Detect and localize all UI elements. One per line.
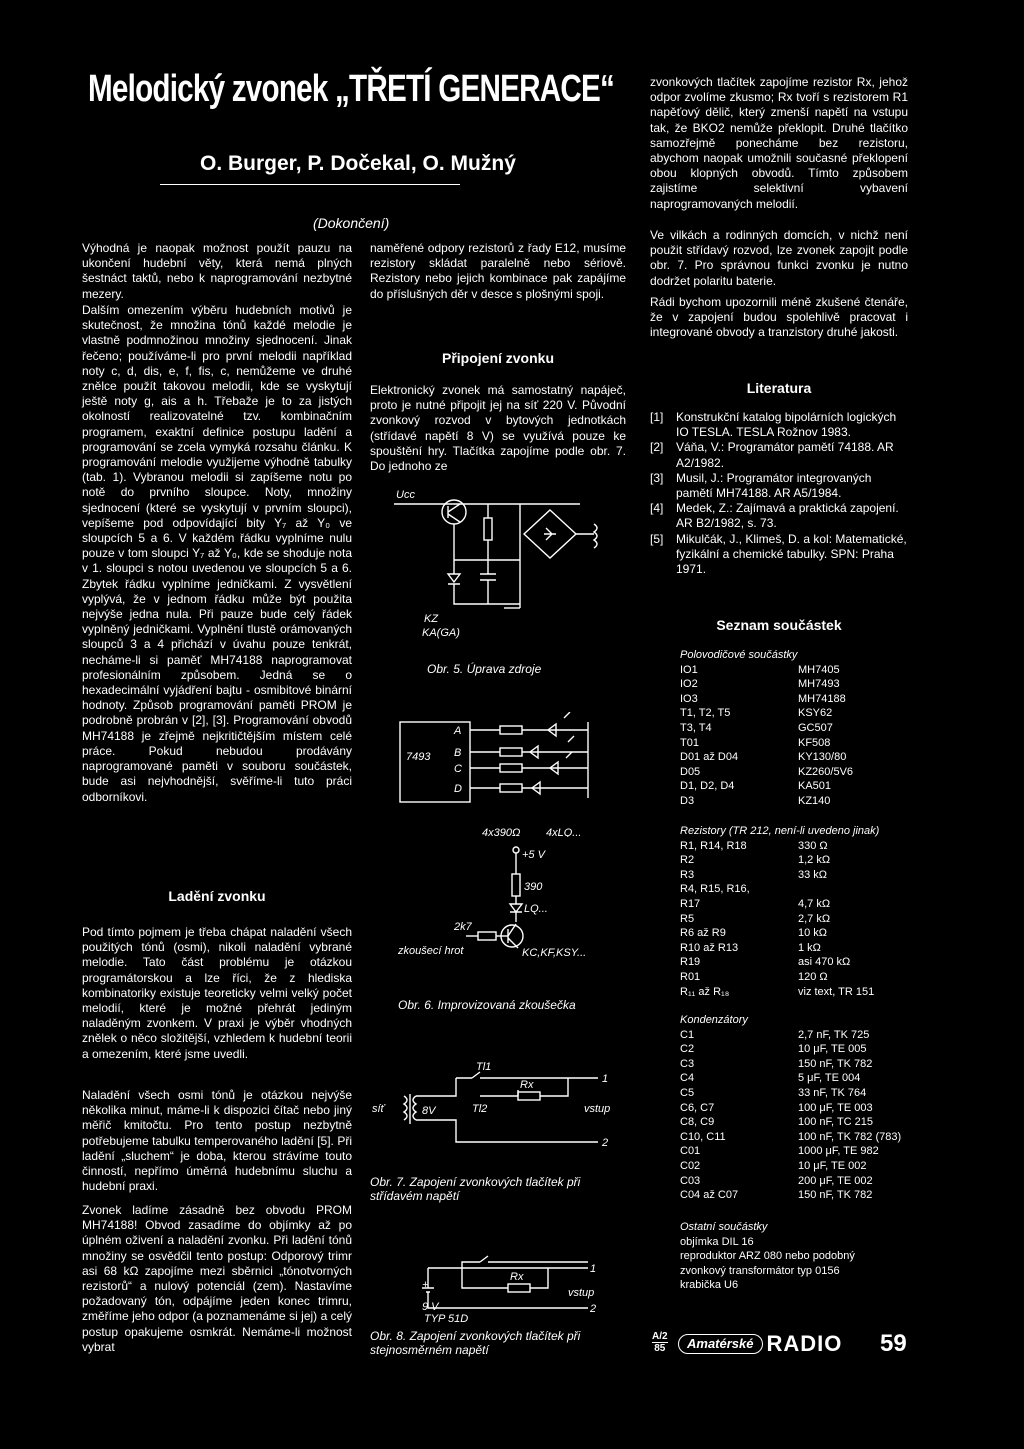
- fig-resistor-label: 4x390Ω: [482, 827, 521, 837]
- semiconductor-row: D05 KZ260/5V6: [680, 765, 854, 778]
- issue-number: A/2 85: [652, 1331, 668, 1354]
- fig-pin-b: B: [454, 747, 462, 759]
- other-part-row: reproduktor ARZ 080 nebo podobný zvonkový transformátor typ 0156: [680, 1250, 855, 1277]
- fig-led-indicator: [398, 712, 623, 837]
- logo-radio: RADIO: [766, 1331, 843, 1356]
- fig7-voltage-label: 8V: [422, 1105, 436, 1117]
- fig8-input-label: vstup: [568, 1287, 595, 1299]
- parts-section-title: Rezistory (TR 212, není-li uvedeno jinak): [680, 825, 880, 837]
- capacitor-row: C1 2,7 nF, TK 725: [680, 1028, 870, 1041]
- fig-chip-label: 7493: [406, 751, 431, 763]
- resistor-row: R6 až R9 10 kΩ: [680, 927, 828, 940]
- capacitor-row: C3 150 nF, TK 782: [680, 1057, 873, 1070]
- col2-paragraph-1: naměřené odpory rezistorů z řady E12, musíme rezistory skládat paralelně nebo sériově. Rezistory nebo jejich kombinace pak zapájíme do příslušných děr v desce s plošnými spoji.: [370, 241, 626, 301]
- col3-paragraph-3: Rádi bychom upozornili méně zkušené čtenáře, že v zapojení budou spolehlivě pracovat i integrované obvody a tranzistory druhé jakosti.: [650, 295, 908, 340]
- parts-semiconductors: [680, 648, 920, 809]
- resistor-row: R3 33 kΩ: [680, 868, 828, 881]
- col2-paragraph-2: Elektronický zvonek má samostatný napáječ, proto je nutné připojit jej na síť 220 V. Původní zvonkový rozvod v bytových jednotkách (střídavé napětí 8 V) se využívá pouze ke spouštění hry. Tlačítka zapojíme podle obr. 7. Do jednoho ze: [370, 383, 626, 474]
- resistor-row: R2 1,2 kΩ: [680, 854, 831, 867]
- fig8-terminal-2: 2: [590, 1303, 597, 1315]
- logo-amaterske: Amatérské: [678, 1334, 763, 1354]
- capacitor-row: C01 1000 μF, TE 982: [680, 1145, 879, 1158]
- fig7-mains-label: síť: [372, 1103, 385, 1115]
- fig6-r2-label: 2k7: [454, 921, 472, 933]
- resistor-row: R19 asi 470 kΩ: [680, 956, 851, 969]
- reference-item: [4] Medek, Z.: Zajímavá a praktická zapojení. AR B2/1982, s. 73.: [650, 501, 899, 531]
- resistor-row: R1, R14, R18 330 Ω: [680, 839, 828, 852]
- capacitor-row: C02 10 μF, TE 002: [680, 1159, 867, 1172]
- col1-paragraph-2: Dalším omezením výběru hudebních motivů je skutečnost, že množina tónů každé melodie je vlastně podmnožinou množiny sjednocení. Jinak řečeno; používáme-li pro první melodii například noty c, d, dis, e, f, fis, c, nemůžeme ve druhé znělce použít takovou melodii, kde se vyskytují ještě noty g, ais a h. Třebaže je to za jistých okolností realizovatelné tzv. kombinačním programem, exaktní definice postupu ladění a programování se zcela vymyká rozsahu článku. K programování melodie využijeme výhodně tabulky (tab. 1). Vybranou melodii si zapíšeme notu po notě do prvního sloupce. Noty, množiny sjednocení (které se vyskytují v prvním sloupci), vepíšeme pod odpovídající bity Y₇ až Y₀ ve sloupcích 5 a 6. V každém řádku vyplníme nulu pouze v tom sloupci Y₇ až Y₀, kde se shoduje nota v 1. sloupci s notou uvedenou ve sloupcích 5 a 6. Zbytek řádku vyplníme jedničkami. Z vysvětlení vyplývá, že v jednom řádku může být použita nejvýše jedna nula. Při pauze bude celý řádek vyplněný jedničkami. Vyplnění tlustě orámovaných sloupců 3 a 4 přichází v úvahu pouze tenkrát, necháme-li si paměť MH74188 naprogramovat profesionálním způsobem. Jedná se o hexadecimální vyjádření bajtu - osmibitové binární hodnoty. Způsob programování paměti PROM je podrobně probrán v [2], [3]. Programování obvodů MH74188 je zřejmě nejkritičtějším místem celé práce. Pokud nebudou prodávány naprogramované paměti v souboru součástek, bude asi nejvhodnější, svěříme-li tuto práci odborníkovi.: [82, 303, 352, 804]
- semiconductor-row: T3, T4 GC507: [680, 721, 833, 734]
- capacitor-row: C6, C7 100 μF, TE 003: [680, 1101, 873, 1114]
- reference-item: [5] Mikulčák, J., Klimeš, D. a kol: Matematické, fyzikální a chemické tabulky. SPN: Praha 1971.: [650, 531, 907, 577]
- fig8-terminal-1: 1: [590, 1263, 597, 1275]
- reference-list: [650, 410, 908, 577]
- resistor-row: R17 4,7 kΩ: [680, 897, 831, 910]
- fig5-ucc-label: Ucc: [396, 489, 415, 501]
- fig8-schematic: [418, 1244, 618, 1324]
- capacitor-row: C03 200 μF, TE 002: [680, 1174, 873, 1187]
- fig-pin-a: A: [454, 725, 462, 737]
- fig7-tl2-label: Tl2: [472, 1103, 488, 1115]
- capacitor-row: C4 5 μF, TE 004: [680, 1072, 861, 1085]
- parts-section-title: Kondenzátory: [680, 1014, 748, 1026]
- heading-literature: Literatura: [746, 380, 812, 396]
- fig8-plus: +: [422, 1279, 429, 1291]
- fig6-r1-label: 390: [524, 881, 543, 893]
- parts-resistors: [680, 824, 920, 999]
- semiconductor-row: D3 KZ140: [680, 794, 831, 807]
- capacitor-row: C8, C9 100 nF, TC 215: [680, 1116, 874, 1129]
- page-number: 59: [880, 1330, 907, 1357]
- fig6-caption: Obr. 6. Improvizovaná zkoušečka: [398, 998, 576, 1012]
- parts-capacitors: [680, 1013, 920, 1203]
- fig7-rx-label: Rx: [520, 1079, 534, 1091]
- semiconductor-row: IO3 MH74188: [680, 692, 846, 705]
- reference-item: [1] Konstrukční katalog bipolárních logických IO TESLA. TESLA Rožnov 1983.: [650, 410, 897, 440]
- fig7-terminal-2: 2: [602, 1137, 609, 1149]
- resistor-row: R₁₁ až R₁₈ viz text, TR 151: [680, 985, 875, 998]
- fig5-kz-label: KZ: [424, 613, 439, 625]
- fig-led-label: 4xLQ...: [546, 827, 582, 837]
- col1-paragraph-5: Zvonek ladíme zásadně bez obvodu PROM MH74188! Obvod zasadíme do objímky až po úplném oživení a naladění zvonku. Při ladění tónů množiny se osvědčil tento postup: Odporový trimr asi 68 kΩ zapojíme mezi sběrnici „tónotvorných rezistorů“ a nulový potenciál (zem). Nastavíme požadovaný tón, odpájíme jeden konec trimru, změříme jeho odpor (a poznamenáme si jej) a celý postup opakujeme osmkrát. Nemáme-li možnost vybrat: [82, 1203, 352, 1354]
- magazine-logo: [678, 1333, 864, 1355]
- heading-tuning: Ladění zvonku: [168, 888, 266, 904]
- article-title: Melodický zvonek „TŘETÍ GENERACE“: [88, 68, 615, 110]
- semiconductor-row: D1, D2, D4 KA501: [680, 780, 832, 793]
- fig6-supply-label: +5 V: [522, 849, 545, 861]
- resistor-row: R01 120 Ω: [680, 970, 828, 983]
- col1-paragraph-1: Výhodná je naopak možnost použít pauzu na ukončení hudební věty, která nemá plných šestnáct taktů, nebo k naprogramování nezbytné mezery.: [82, 241, 352, 301]
- heading-connection: Připojení zvonku: [441, 350, 554, 366]
- title-rule: [160, 184, 460, 185]
- fig-pin-c: C: [454, 763, 462, 775]
- fig8-rx-label: Rx: [510, 1271, 524, 1283]
- capacitor-row: C10, C11 100 nF, TK 782 (783): [680, 1130, 902, 1143]
- reference-item: [3] Musil, J.: Programátor integrovaných pamětí MH74188. AR A5/1984.: [650, 470, 872, 501]
- heading-parts-list: Seznam součástek: [716, 617, 842, 633]
- capacitor-row: C5 33 nF, TK 764: [680, 1086, 867, 1099]
- semiconductor-row: T1, T2, T5 KSY62: [680, 707, 833, 720]
- col1-paragraph-3: Pod tímto pojmem je třeba chápat naladění všech použitých tónů (osmi), nikoli naladění vybrané melodie. Tato část problému je otázkou programátorskou a lze říci, že z hlediska kombinatoriky existuje teoreticky velmi velký počet melodií, které je možné přehrát jediným naladěným zvonkem. V praxi je výběr vhodných znělek o něco složitější, vzhledem k hudební teorii a omezením, které jsme uvedli.: [82, 925, 352, 1061]
- fig5-caption: Obr. 5. Úprava zdroje: [427, 662, 542, 676]
- fig6-transistor-label: KC,KF,KSY...: [522, 947, 587, 959]
- col3-paragraph-1: zvonkových tlačítek zapojíme rezistor Rx, jehož odpor zvolíme zkusmo; Rx tvoří s rezistorem R1 napěťový dělič, který zmenší napětí na vstupu tak, že BKO2 nemůže překlopit. Druhé tlačítko samozřejmě ponecháme bez rezistoru, abychom naopak umožnili současné překlopení obou klopných obvodů. Tímto způsobem zajistíme selektivní vybavení naprogramovaných melodií.: [650, 75, 908, 211]
- other-part-row: objímka DIL 16: [680, 1235, 754, 1248]
- semiconductor-row: D01 až D04 KY130/80: [680, 751, 847, 764]
- parts-section-title: Polovodičové součástky: [680, 649, 798, 661]
- col3-paragraph-2: Ve vilkách a rodinných domcích, v nichž není použit střídavý rozvod, lze zvonek zapojit podle obr. 7. Pro správnou funkci zvonku je nutno dodržet polaritu baterie.: [650, 228, 908, 288]
- semiconductor-row: IO1 MH7405: [680, 663, 840, 676]
- fig8-voltage-label: 9 V: [422, 1301, 439, 1313]
- reference-item: [2] Váňa, V.: Programátor pamětí 74188. AR A2/1982.: [650, 440, 894, 470]
- resistor-row: R10 až R13 1 kΩ: [680, 941, 821, 954]
- fig7-input-label: vstup: [584, 1103, 611, 1115]
- col1-paragraph-4: Naladění všech osmi tónů je otázkou nejvýše několika minut, máme-li k dispozici čítač nebo jiný měřič kmitočtu. Pro tento postup nezbytně potřebujeme tabulku temperovaného ladění [5]. Při ladění „sluchem“ je doba, kterou strávíme touto činností, nepřímo úměrná hudebnímu sluchu a hudební praxi.: [82, 1088, 352, 1194]
- fig7-terminal-1: 1: [602, 1073, 609, 1085]
- fig8-type-label: TYP 51D: [424, 1313, 469, 1324]
- fig7-tl1-label: Tl1: [476, 1061, 492, 1073]
- fig-pin-d: D: [454, 783, 462, 795]
- parts-other: [680, 1220, 898, 1293]
- fig5-ka-label: KA(GA): [422, 627, 460, 639]
- capacitor-row: C2 10 μF, TE 005: [680, 1043, 867, 1056]
- semiconductor-row: T01 KF508: [680, 736, 831, 749]
- fig6-led-label: LQ...: [524, 903, 548, 915]
- continuation-note: (Dokončení): [313, 215, 390, 231]
- parts-section-title: Ostatní součástky: [680, 1221, 768, 1233]
- resistor-row: R4, R15, R16,: [680, 883, 750, 896]
- fig5-schematic: [380, 484, 610, 646]
- other-part-row: krabička U6: [680, 1279, 739, 1292]
- fig7-schematic: [368, 1060, 618, 1160]
- capacitor-row: C04 až C07 150 nF, TK 782: [680, 1189, 873, 1202]
- fig8-caption: Obr. 8. Zapojení zvonkových tlačítek při stejnosměrném napětí: [370, 1329, 581, 1357]
- resistor-row: R5 2,7 kΩ: [680, 912, 831, 925]
- article-authors: O. Burger, P. Dočekal, O. Mužný: [200, 152, 516, 175]
- fig6-schematic: [396, 844, 626, 964]
- semiconductor-row: IO2 MH7493: [680, 678, 840, 691]
- fig6-probe-label: zkoušecí hrot: [398, 945, 464, 957]
- fig7-caption: Obr. 7. Zapojení zvonkových tlačítek při střídavém napětí: [370, 1175, 581, 1203]
